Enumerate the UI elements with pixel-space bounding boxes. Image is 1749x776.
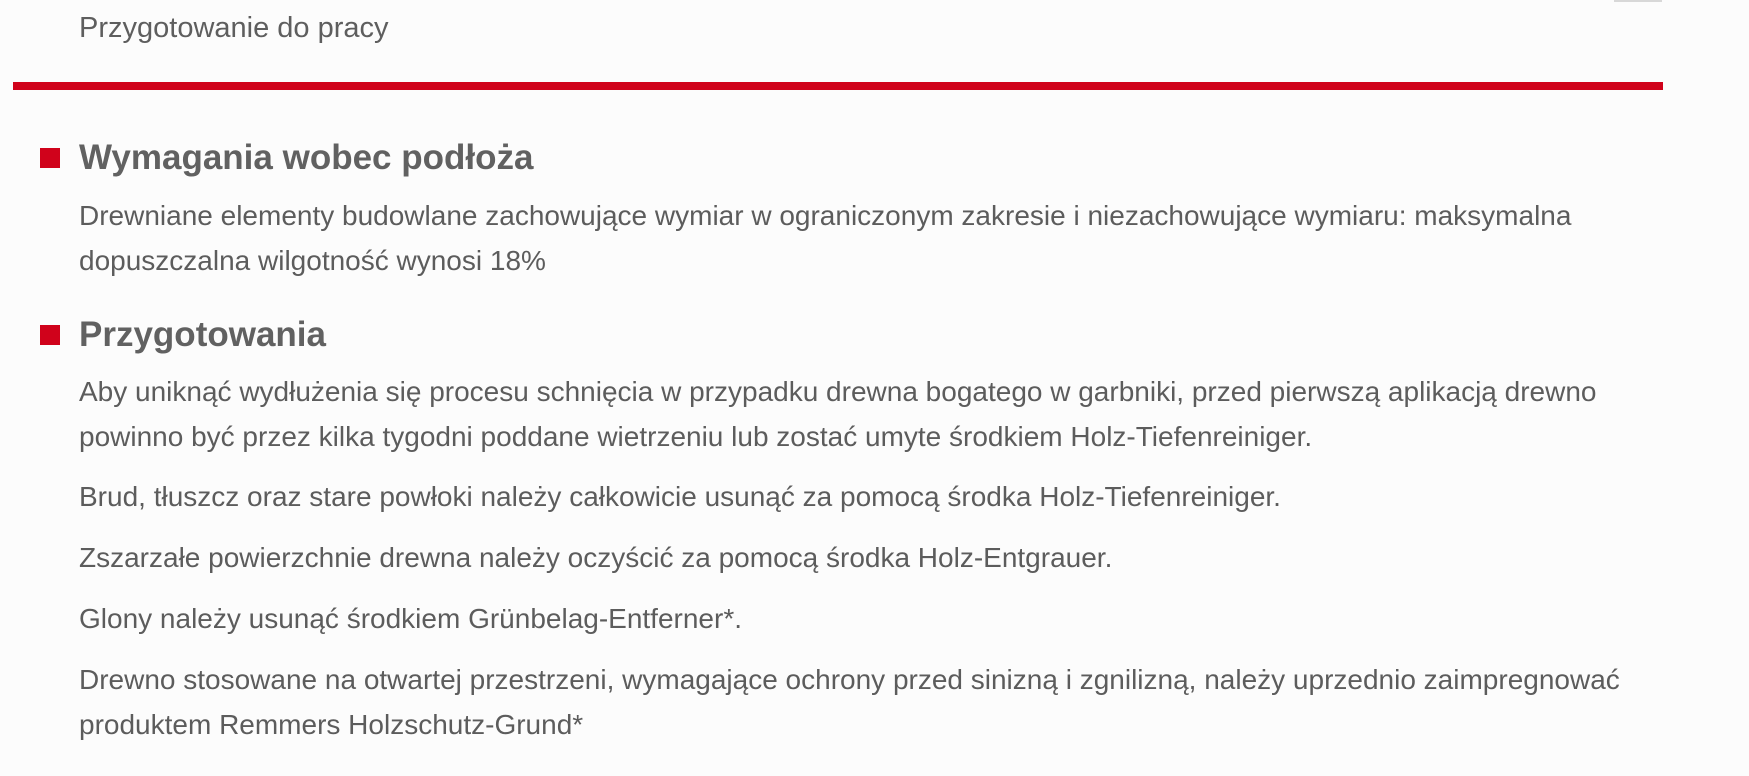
section-paragraph: Glony należy usunąć środkiem Grünbelag-Entferner*. [79,603,743,634]
section-paragraph: Drewniane elementy budowlane zachowujące wymiar w ograniczonym zakresie i niezachowujące wymiaru: maksymalna dopuszczalna wilgotność wynosi 18% [79,200,1572,276]
section-paragraph: Brud, tłuszcz oraz stare powłoki należy całkowicie usunąć za pomocą środka Holz-Tiefenreiniger. [79,481,1281,512]
red-square-bullet-icon [40,148,60,168]
scroll-indicator [1614,0,1662,2]
red-square-bullet-icon [40,325,60,345]
heading-divider [13,82,1663,90]
section-paragraph: Aby uniknąć wydłużenia się procesu schnięcia w przypadku drewna bogatego w garbniki, przed pierwszą aplikacją drewno powinno być przez kilka tygodni poddane wietrzeniu lub zostać umyte środkiem Holz-Tiefenreiniger. [79,376,1597,452]
section-paragraph: Zszarzałe powierzchnie drewna należy oczyścić za pomocą środka Holz-Entgrauer. [79,542,1113,573]
section-title: Przygotowania [79,315,326,354]
page-heading: Przygotowanie do pracy [79,12,389,44]
section-paragraph: Drewno stosowane na otwartej przestrzeni, wymagające ochrony przed sinizną i zgnilizną, należy uprzednio zaimpregnować produktem Remmers Holzschutz-Grund* [79,664,1620,740]
section-title: Wymagania wobec podłoża [79,138,534,177]
